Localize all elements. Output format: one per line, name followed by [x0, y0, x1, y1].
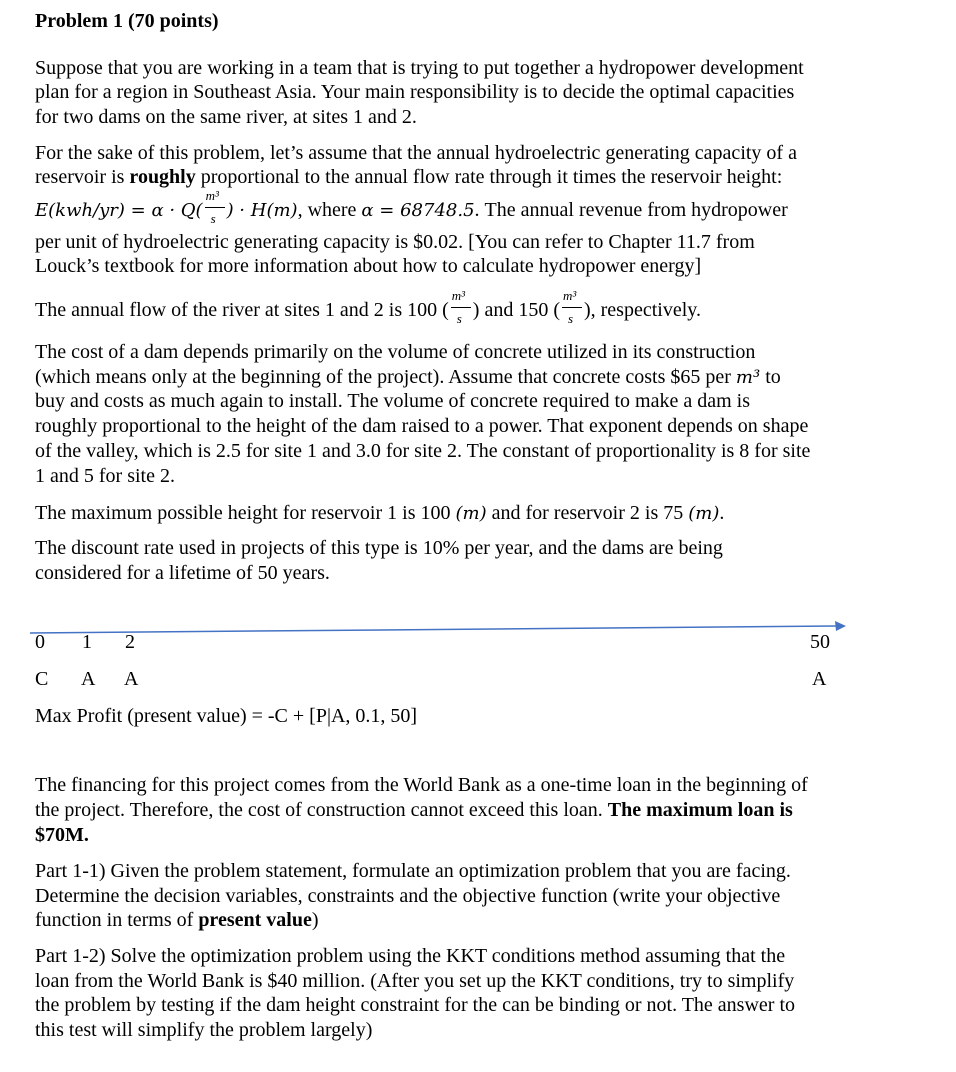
timeline-line — [30, 626, 836, 633]
assumption-line: For the sake of this problem, let’s assume that the annual hydroelectric generating capacity of a — [35, 142, 797, 164]
fraction: $\frac{\text{m³}}{s}$ — [204, 198, 226, 218]
height-line: The maximum possible height for reservoir 1 is 100 (m) and for reservoir 2 is 75 (m). — [35, 502, 725, 524]
cost-line: The cost of a dam depends primarily on the volume of concrete utilized in its construction — [35, 341, 756, 363]
cashflow-label: A — [124, 668, 139, 690]
tick-label: 0 — [35, 631, 45, 653]
intro-line: for two dams on the same river, at sites 1 and 2. — [35, 106, 417, 128]
intro-line: plan for a region in Southeast Asia. Your main responsibility is to decide the optimal capacities — [35, 81, 795, 103]
part2-line: this test will simplify the problem largely) — [35, 1019, 373, 1041]
intro-line: Suppose that you are working in a team that is trying to put together a hydropower development — [35, 57, 804, 79]
cashflow-label: A — [81, 668, 96, 690]
financing-line: $70M. — [35, 824, 89, 846]
tick-label: 50 — [810, 631, 830, 653]
part2-line: the problem by testing if the dam height constraint for the can be binding or not. The answer to — [35, 994, 795, 1016]
assumption-line: reservoir is roughly proportional to the annual flow rate through it times the reservoir height: — [35, 166, 783, 188]
cost-line: (which means only at the beginning of the project). Assume that concrete costs $65 per m³ to — [35, 366, 781, 388]
financing-line: the project. Therefore, the cost of construction cannot exceed this loan. The maximum loan is — [35, 799, 793, 821]
flow-line: The annual flow of the river at sites 1 and 2 is 100 ( $\frac{\text{m³}}{s}$ ) and 150 ( $\frac{\text{m³}}{s}$ ), respectively. — [35, 288, 701, 326]
tick-label: 2 — [125, 631, 135, 653]
discount-line: The discount rate used in projects of this type is 10% per year, and the dams are being — [35, 537, 723, 559]
energy-formula-line: E(kwh/yr) = α · Q( $\frac{\text{m³}}{s}$ ) · H(m), where α = 68748.5. The annual revenue from hydropower — [35, 188, 788, 226]
part2-line: loan from the World Bank is $40 million. (After you set up the KKT conditions, try to simplify — [35, 970, 795, 992]
arrow-head-icon — [835, 621, 846, 631]
cost-line: 1 and 5 for site 2. — [35, 465, 175, 487]
cost-line: buy and costs as much again to install. The volume of concrete required to make a dam is — [35, 390, 750, 412]
cost-line: roughly proportional to the height of the dam raised to a power. That exponent depends on shape — [35, 415, 809, 437]
discount-line: considered for a lifetime of 50 years. — [35, 562, 330, 584]
problem-title: Problem 1 (70 points) — [35, 10, 219, 32]
part1-line: Determine the decision variables, constraints and the objective function (write your objective — [35, 885, 781, 907]
cost-line: of the valley, which is 2.5 for site 1 and 3.0 for site 2. The constant of proportionality is 8 for site — [35, 440, 811, 462]
tick-label: 1 — [82, 631, 92, 653]
cashflow-label: A — [812, 668, 827, 690]
financing-line: The financing for this project comes from the World Bank as a one-time loan in the beginning of — [35, 774, 808, 796]
part1-line: function in terms of present value) — [35, 909, 319, 931]
part1-line: Part 1-1) Given the problem statement, formulate an optimization problem that you are facing. — [35, 860, 791, 882]
profit-formula: Max Profit (present value) = -C + [P|A, 0.1, 50] — [35, 705, 418, 727]
part2-line: Part 1-2) Solve the optimization problem using the KKT conditions method assuming that the — [35, 945, 786, 967]
cashflow-label: C — [35, 668, 49, 690]
assumption-line: per unit of hydroelectric generating capacity is $0.02. [You can refer to Chapter 11.7 from — [35, 231, 755, 253]
assumption-line: Louck’s textbook for more information about how to calculate hydropower energy] — [35, 255, 702, 277]
